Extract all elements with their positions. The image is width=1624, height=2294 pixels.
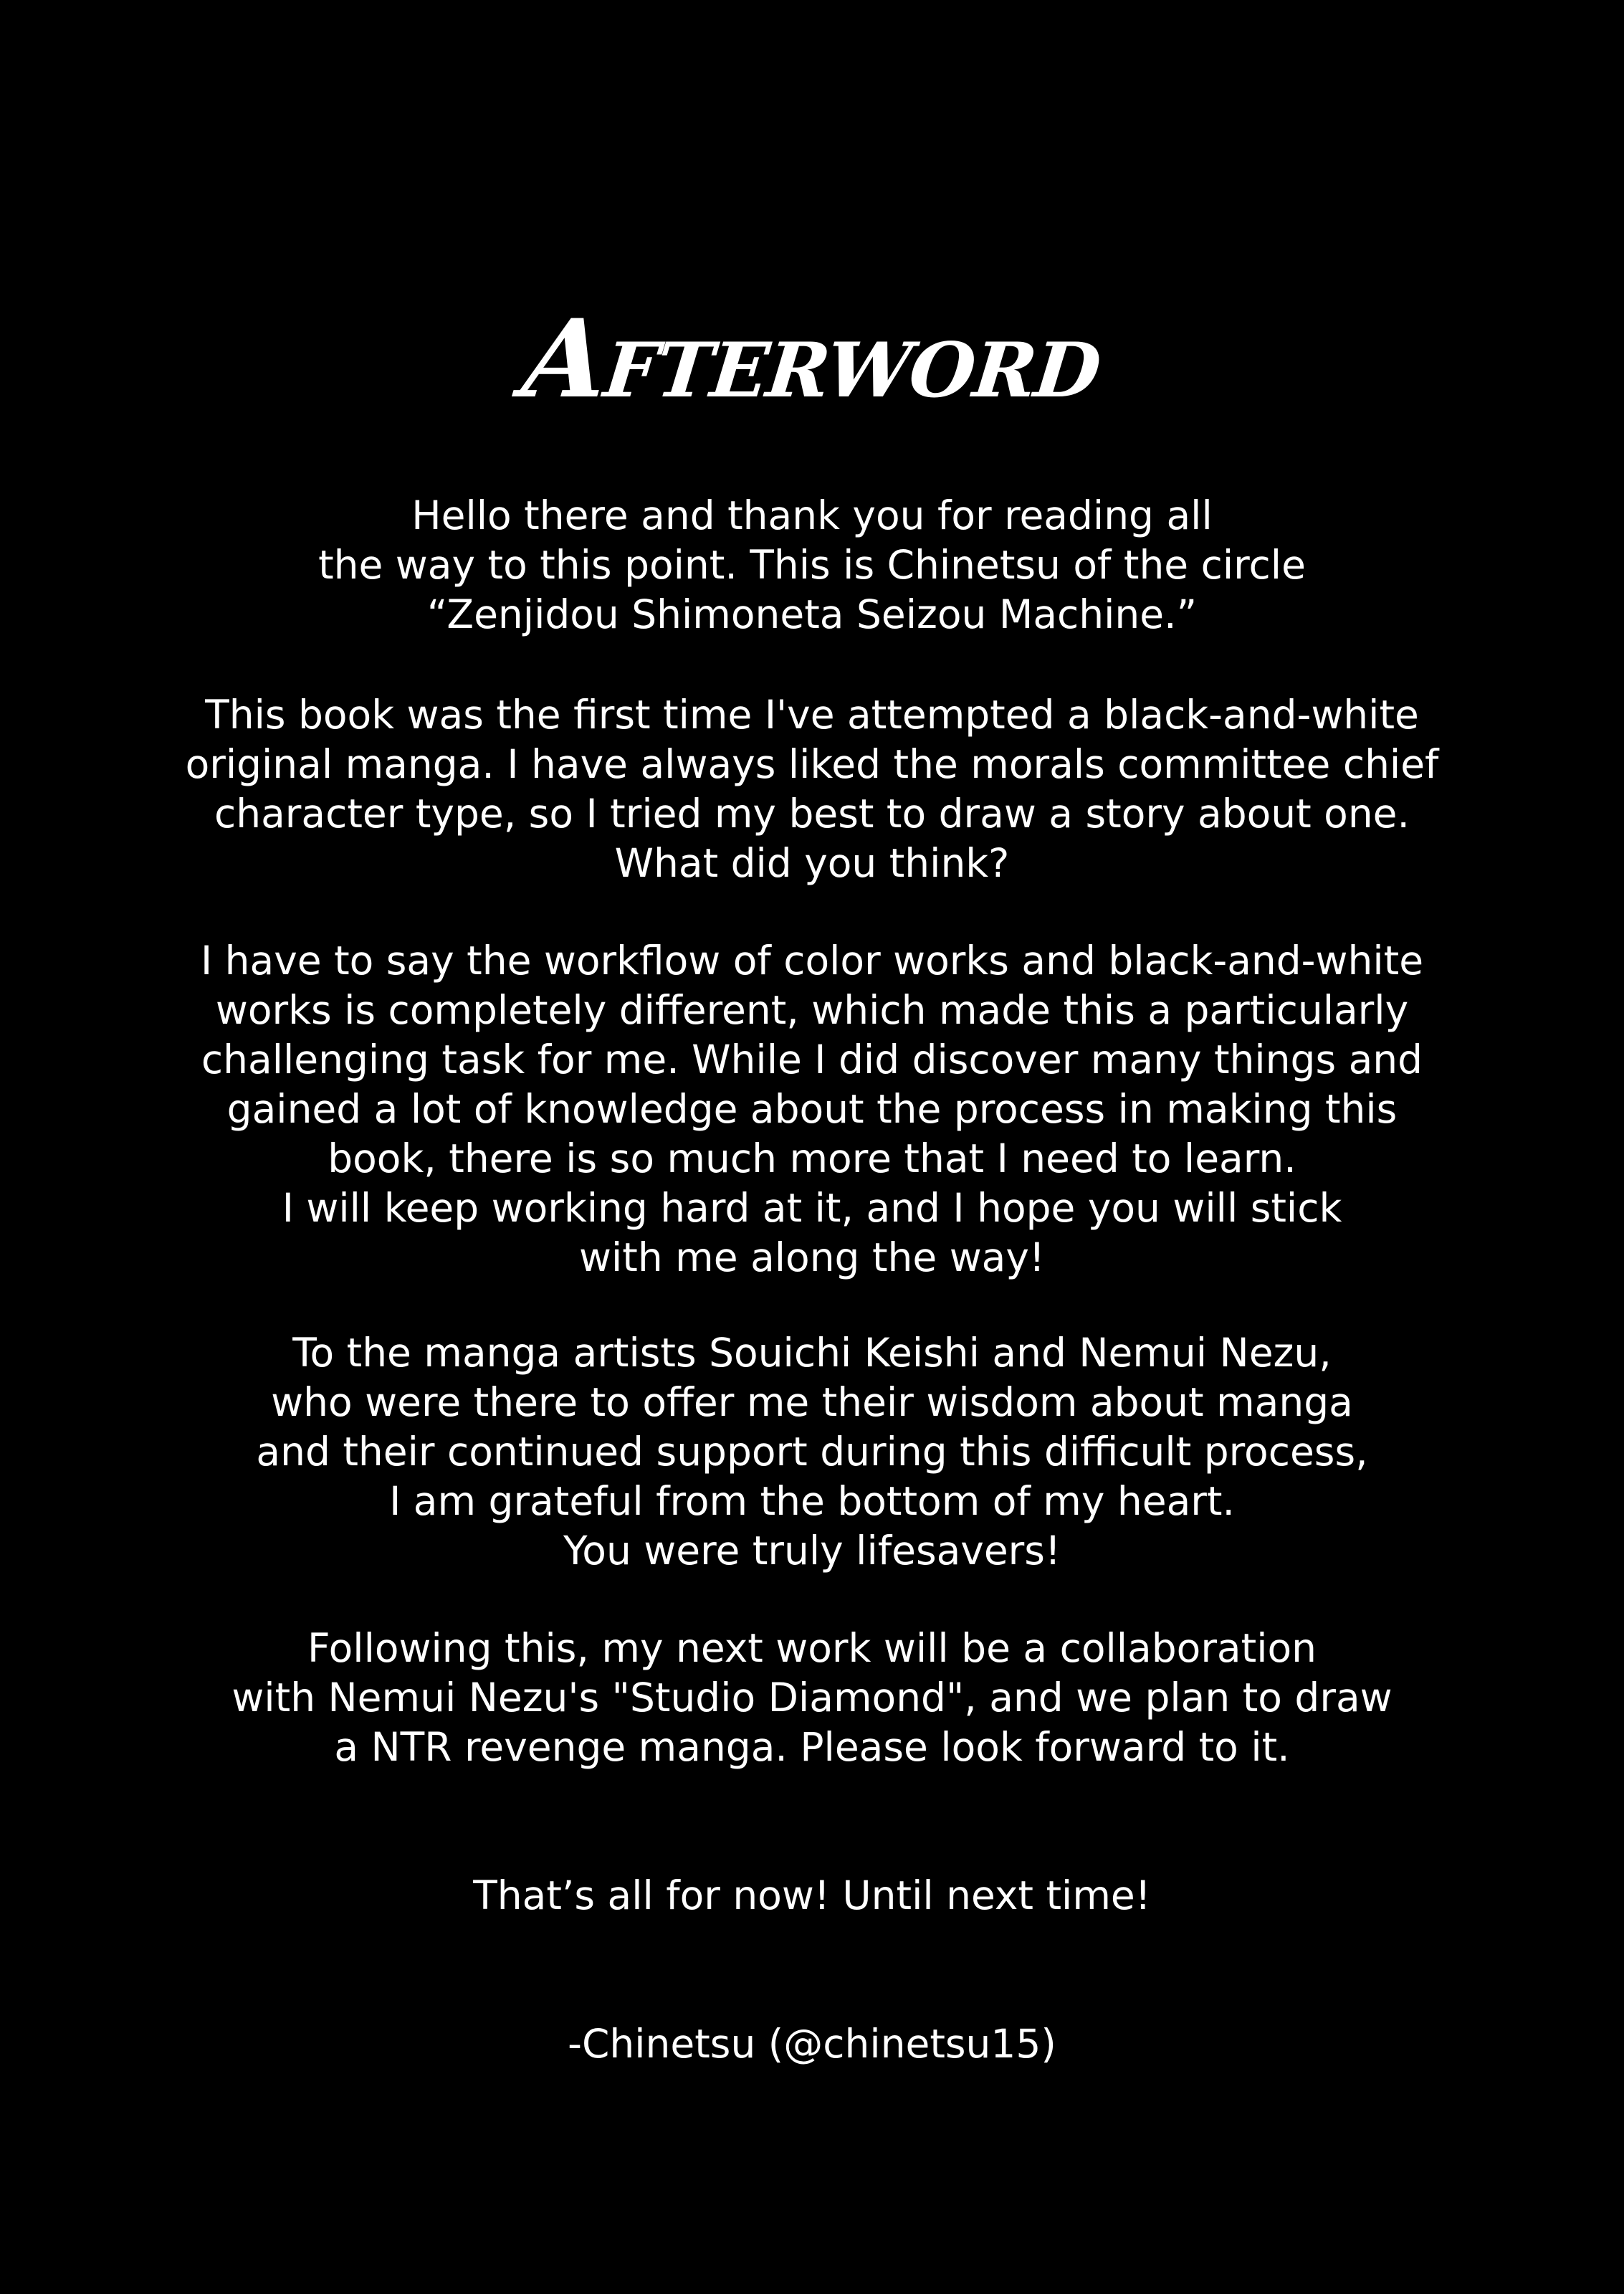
paragraph-first-attempt: [0, 690, 1624, 888]
text-line: That’s all for now! Until next time!: [473, 1872, 1151, 1918]
text-line: and their continued support during this difficult process,: [256, 1429, 1368, 1475]
text-line: What did you think?: [614, 840, 1010, 886]
text-line: the way to this point. This is Chinetsu of the circle: [318, 542, 1306, 588]
text-line: challenging task for me. While I did discover many things and: [201, 1037, 1423, 1082]
paragraph-closing: [0, 1871, 1624, 1921]
text-line: I have to say the workflow of color works and black-and-white: [200, 938, 1424, 984]
text-line: character type, so I tried my best to draw a story about one.: [214, 791, 1410, 837]
text-line: original manga. I have always liked the morals committee chief: [185, 741, 1439, 787]
author-signature: [0, 2019, 1624, 2069]
paragraph-greeting: [0, 491, 1624, 639]
text-line: with Nemui Nezu's "Studio Diamond", and we plan to draw: [231, 1675, 1393, 1720]
text-line: I am grateful from the bottom of my heart.: [389, 1478, 1235, 1524]
text-line: Following this, my next work will be a collaboration: [307, 1625, 1317, 1671]
text-line: To the manga artists Souichi Keishi and Nemui Nezu,: [292, 1330, 1332, 1376]
text-line: -Chinetsu (@chinetsu15): [568, 2021, 1056, 2067]
paragraph-next-work: [0, 1624, 1624, 1772]
text-line: a NTR revenge manga. Please look forward to it.: [334, 1724, 1290, 1770]
text-line: Hello there and thank you for reading all: [411, 492, 1213, 538]
text-line: This book was the first time I've attempted a black-and-white: [205, 692, 1419, 738]
text-line: who were there to offer me their wisdom about manga: [271, 1379, 1353, 1425]
text-line: “Zenjidou Shimoneta Seizou Machine.”: [426, 591, 1198, 637]
text-line: I will keep working hard at it, and I hope you will stick: [282, 1185, 1342, 1231]
paragraph-workflow: [0, 936, 1624, 1282]
page-title: Afterword: [517, 295, 1107, 422]
text-line: works is completely different, which made this a particularly: [215, 987, 1409, 1033]
paragraph-thanks: [0, 1328, 1624, 1576]
text-line: with me along the way!: [579, 1234, 1045, 1280]
text-line: gained a lot of knowledge about the process in making this: [226, 1086, 1398, 1132]
text-line: book, there is so much more that I need to learn.: [328, 1136, 1296, 1181]
text-line: You were truly lifesavers!: [563, 1528, 1061, 1574]
